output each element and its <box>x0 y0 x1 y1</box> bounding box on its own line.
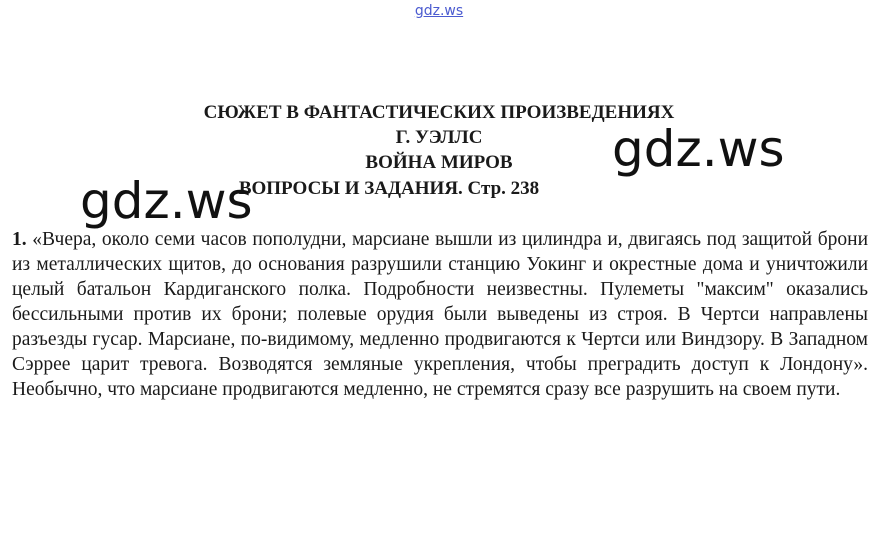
site-link[interactable]: gdz.ws <box>414 3 464 19</box>
answer-text: «Вчера, около семи часов пополудни, марсиане вышли из цилиндра и, двигаясь под защитой брони из металлических щитов, до основания разрушили станцию Уокинг и окрестные дома и уничтожили целый батальон Кардиганского полка. Подробности неизвестны. Пулеметы "максим" оказались бессильными против их брони; полевые орудия были выведены из строя. В Чертси направлены разъезды гусар. Марсиане, по-видимому, медленно продвигаются к Чертси или Виндзору. В Западном Сэррее царит тревога. Возводятся земляные укрепления, чтобы преградить доступ к Лондону». Необычно, что марсиане продвигаются медленно, не стремятся сразу все разрушить на своем пути. <box>12 229 869 400</box>
answer-number: 1. <box>12 229 27 250</box>
answer-paragraph <box>12 227 868 402</box>
author-name: Г. УЭЛЛС <box>395 127 483 148</box>
questions-heading: ВОПРОСЫ И ЗАДАНИЯ. Стр. 238 <box>238 178 540 199</box>
section-title: СЮЖЕТ В ФАНТАСТИЧЕСКИХ ПРОИЗВЕДЕНИЯХ <box>203 102 675 123</box>
watermark-logo: gdz.ws <box>80 172 253 230</box>
work-title: ВОЙНА МИРОВ <box>365 152 513 173</box>
watermark-logo: gdz.ws <box>612 120 785 178</box>
